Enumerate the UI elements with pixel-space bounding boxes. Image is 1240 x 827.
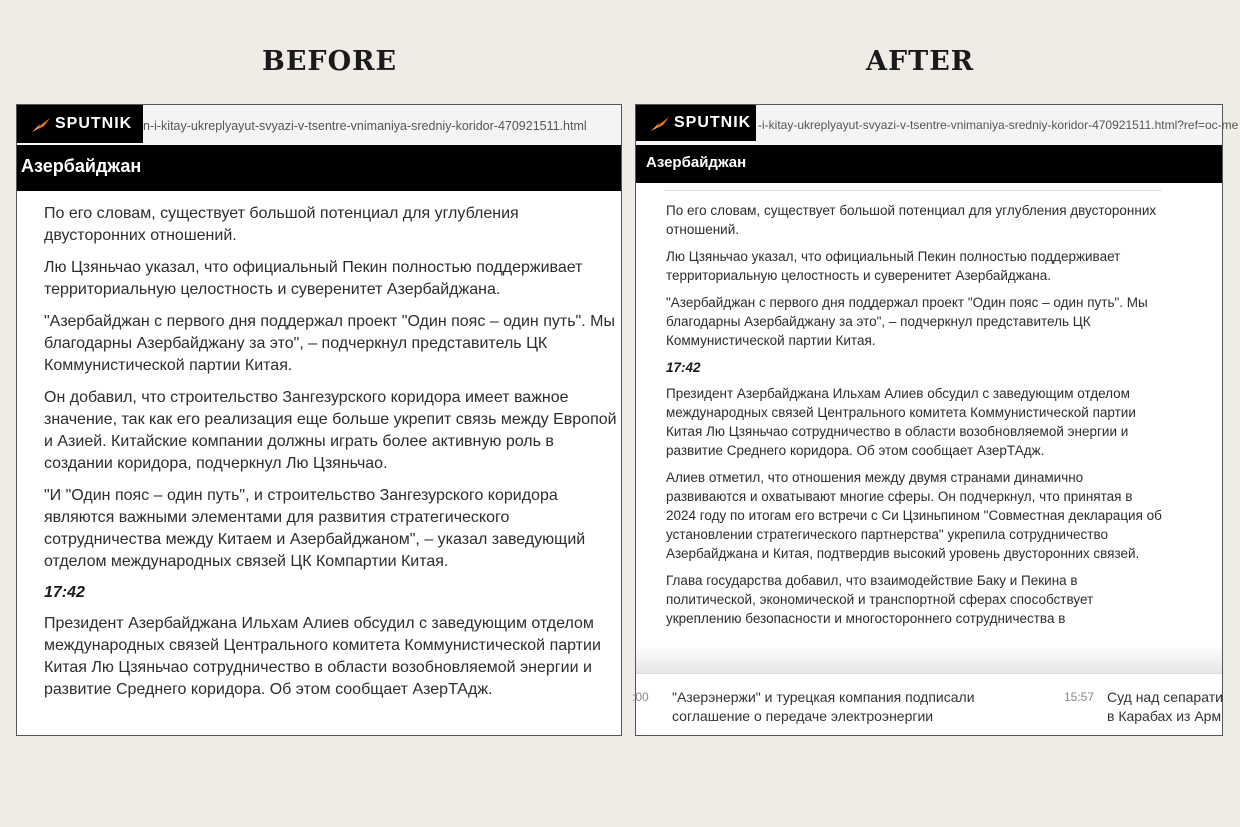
ticker-item[interactable] xyxy=(1107,688,1223,726)
article-paragraph: По его словам, существует большой потенциал для углубления двусторонних отношений. xyxy=(44,205,519,244)
url-text[interactable]: n-i-kitay-ukreplyayut-svyazi-v-tsentre-vnimaniya-sredniy-koridor-470921511.html xyxy=(143,119,587,133)
article-paragraph: "Азербайджан с первого дня поддержал проект "Один пояс – один путь". Мы благодарны Азербайджану за это", – подчеркнул представитель ЦК Коммунистической партии Китая. xyxy=(44,313,615,374)
sputnik-swoosh-icon xyxy=(31,117,51,131)
article-paragraph: Президент Азербайджана Ильхам Алиев обсудил с заведующим отделом международных связей Центрального комитета Коммунистической партии Китая Лю Цзяньчао сотрудничество в области возобновляемой энергии и развитие Среднего коридора. Об этом сообщает АзерТАдж. xyxy=(44,615,601,698)
article-body xyxy=(636,191,1222,628)
section-title[interactable]: Азербайджан xyxy=(636,145,1222,183)
article-paragraph: Глава государства добавил, что взаимодействие Баку и Пекина в политической, экономической и транспортной сферах способствует укреплению безопасности и многостороннего сотрудничества в xyxy=(666,573,1094,626)
article-body xyxy=(17,191,621,701)
logo-text: SPUTNIK xyxy=(55,115,133,132)
logo-text: SPUTNIK xyxy=(674,114,752,131)
divider xyxy=(664,183,1162,191)
ticker-item[interactable] xyxy=(672,688,975,726)
after-screenshot xyxy=(632,104,1239,736)
article-paragraph: Он добавил, что строительство Зангезурского коридора имеет важное значение, так как его реализация еще больше укрепит связь между Европой и Азией. Китайские компании должны играть более активную роль в создании коридора, подчеркнул Лю Цзяньчао. xyxy=(44,389,617,472)
news-ticker[interactable] xyxy=(632,673,1223,735)
timestamp: 17:42 xyxy=(666,360,701,375)
sputnik-logo[interactable] xyxy=(17,105,143,143)
article-paragraph: Президент Азербайджана Ильхам Алиев обсудил с заведующим отделом международных связей Центрального комитета Коммунистической партии Китая Лю Цзяньчао сотрудничество в области возобновляемой энергии и развитие Среднего коридора. Об этом сообщает АзерТАдж. xyxy=(666,386,1136,458)
article-paragraph: По его словам, существует большой потенциал для углубления двусторонних отношений. xyxy=(666,203,1157,237)
article-paragraph: Лю Цзяньчао указал, что официальный Пекин полностью поддерживает территориальную целостность и суверенитет Азербайджана. xyxy=(666,249,1121,283)
ticker-time: 15:57 xyxy=(1064,690,1095,704)
article-paragraph: Лю Цзяньчао указал, что официальный Пекин полностью поддерживает территориальную целостность и суверенитет Азербайджана. xyxy=(44,259,583,298)
url-text[interactable]: -i-kitay-ukreplyayut-svyazi-v-tsentre-vnimaniya-sredniy-koridor-470921511.html?ref=oc-me xyxy=(758,118,1239,132)
article-paragraph: "И "Один пояс – один путь", и строительство Зангезурского коридора являются важными элементами для развития стратегического сотрудничества между Китаем и Азербайджаном", – указал заведующий отделом международных связей ЦК Компартии Китая. xyxy=(44,487,586,570)
address-bar[interactable] xyxy=(17,105,621,145)
before-heading: BEFORE xyxy=(262,46,398,77)
section-title[interactable]: Азербайджан xyxy=(17,145,621,191)
ticker-time: :00 xyxy=(632,690,649,704)
sputnik-swoosh-icon xyxy=(650,116,670,130)
after-heading: AFTER xyxy=(866,46,975,77)
address-bar[interactable] xyxy=(636,105,1239,145)
content-fade xyxy=(636,645,1222,673)
ticker-headline[interactable]: Суд над сепарати xyxy=(1107,689,1223,705)
ticker-headline[interactable]: в Карабах из Арм xyxy=(1107,708,1222,724)
ticker-headline[interactable]: соглашение о передаче электроэнергии xyxy=(672,708,934,724)
before-screenshot xyxy=(16,104,622,736)
timestamp: 17:42 xyxy=(44,584,85,601)
article-paragraph: Алиев отметил, что отношения между двумя странами динамично развиваются и охватывают многие сферы. Он подчеркнул, что принятая в 2024 году по итогам его встречи с Си Цзиньпином "Совместная декларация об установлении стратегического партнерства" укрепила сотрудничество Азербайджана и Китая, подтвердив высокий уровень двусторонних связей. xyxy=(666,470,1162,561)
article-paragraph: "Азербайджан с первого дня поддержал проект "Один пояс – один путь". Мы благодарны Азербайджану за это", – подчеркнул представитель ЦК Коммунистической партии Китая. xyxy=(666,295,1148,348)
ticker-headline[interactable]: "Азерэнержи" и турецкая компания подписали xyxy=(672,689,975,705)
sputnik-logo[interactable] xyxy=(636,105,756,141)
